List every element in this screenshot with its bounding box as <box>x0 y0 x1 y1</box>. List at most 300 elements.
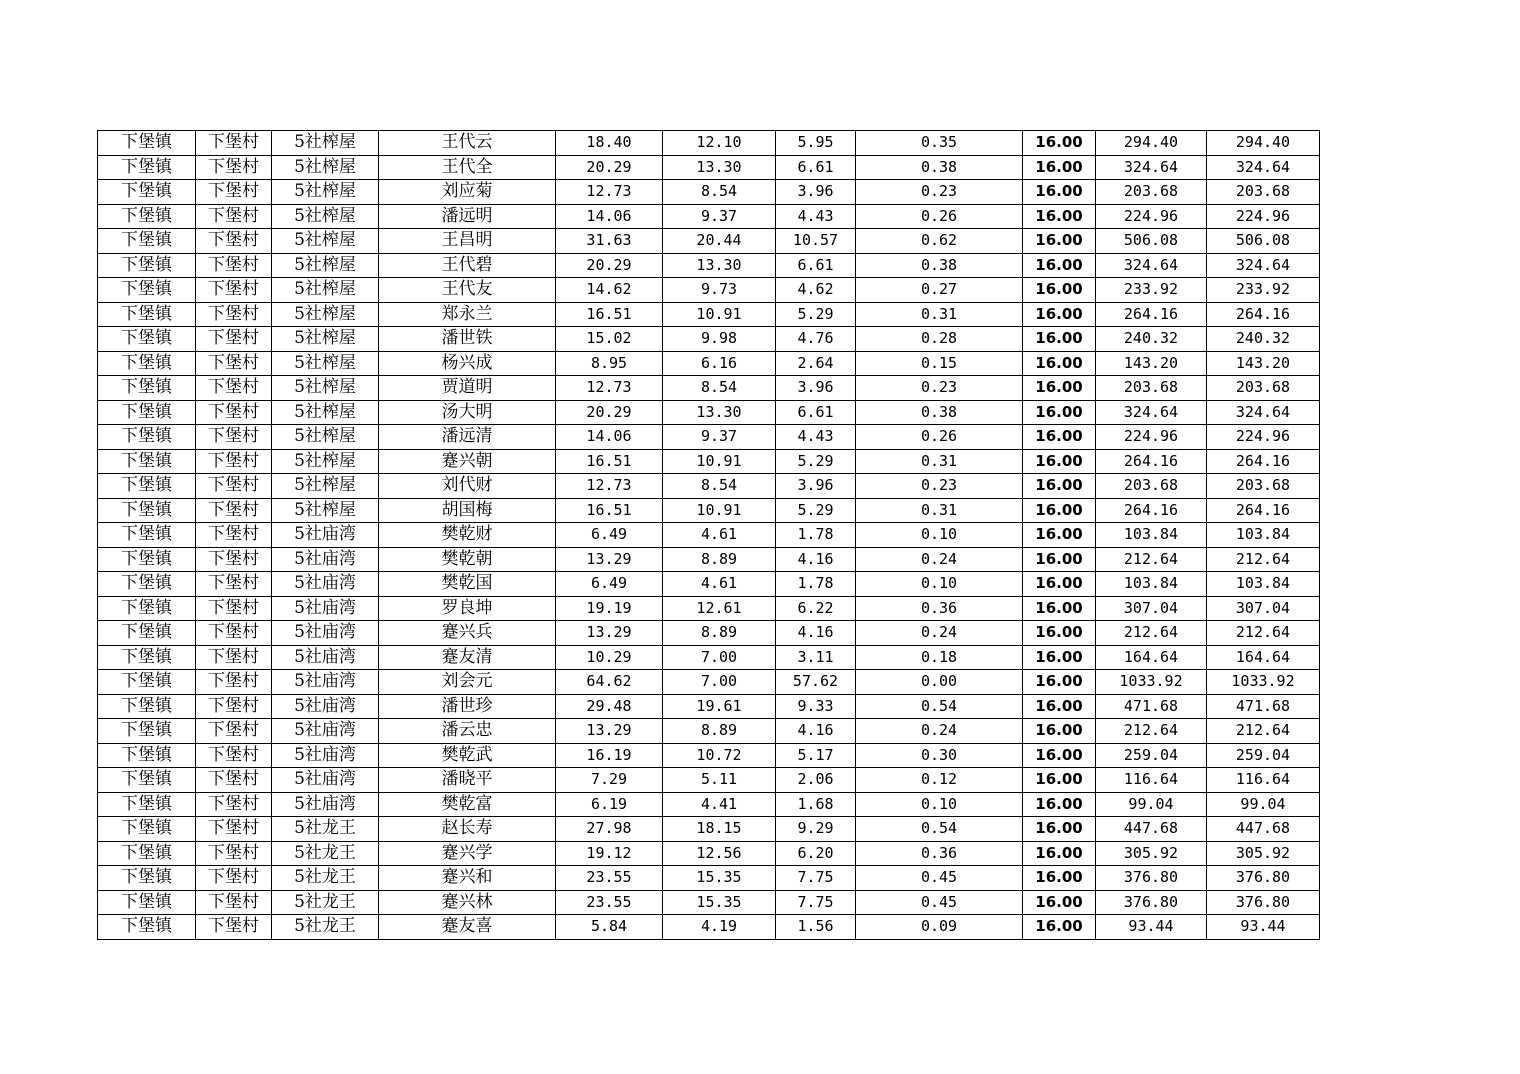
total-cell: 212.64 <box>1207 621 1320 646</box>
amount-cell: 324.64 <box>1096 253 1207 278</box>
name-cell: 潘晓平 <box>379 768 556 793</box>
value-c-cell: 5.29 <box>776 449 856 474</box>
value-d-cell: 0.31 <box>856 302 1023 327</box>
total-cell: 93.44 <box>1207 915 1320 940</box>
table-row <box>98 229 1320 254</box>
value-b-cell: 9.37 <box>663 204 776 229</box>
value-d-cell: 0.18 <box>856 645 1023 670</box>
value-c-cell: 4.16 <box>776 547 856 572</box>
group-cell: 5社庙湾 <box>272 621 379 646</box>
value-a-cell: 12.73 <box>556 474 663 499</box>
rate-cell: 16.00 <box>1023 694 1096 719</box>
amount-cell: 224.96 <box>1096 204 1207 229</box>
value-c-cell: 7.75 <box>776 866 856 891</box>
group-cell: 5社榨屋 <box>272 180 379 205</box>
rate-cell: 16.00 <box>1023 474 1096 499</box>
name-cell: 刘应菊 <box>379 180 556 205</box>
value-d-cell: 0.54 <box>856 694 1023 719</box>
value-d-cell: 0.10 <box>856 572 1023 597</box>
group-cell: 5社榨屋 <box>272 327 379 352</box>
group-cell: 5社庙湾 <box>272 694 379 719</box>
value-d-cell: 0.00 <box>856 670 1023 695</box>
value-b-cell: 12.61 <box>663 596 776 621</box>
village-cell: 下堡村 <box>196 400 272 425</box>
value-d-cell: 0.30 <box>856 743 1023 768</box>
amount-cell: 164.64 <box>1096 645 1207 670</box>
village-cell: 下堡村 <box>196 327 272 352</box>
amount-cell: 224.96 <box>1096 425 1207 450</box>
group-cell: 5社庙湾 <box>272 670 379 695</box>
town-cell: 下堡镇 <box>98 768 196 793</box>
value-a-cell: 14.06 <box>556 204 663 229</box>
table-row <box>98 400 1320 425</box>
town-cell: 下堡镇 <box>98 817 196 842</box>
town-cell: 下堡镇 <box>98 204 196 229</box>
value-d-cell: 0.35 <box>856 131 1023 156</box>
table-row <box>98 155 1320 180</box>
rate-cell: 16.00 <box>1023 229 1096 254</box>
value-b-cell: 10.91 <box>663 498 776 523</box>
village-cell: 下堡村 <box>196 253 272 278</box>
value-c-cell: 5.95 <box>776 131 856 156</box>
value-c-cell: 2.06 <box>776 768 856 793</box>
name-cell: 蹇兴林 <box>379 890 556 915</box>
value-d-cell: 0.31 <box>856 449 1023 474</box>
total-cell: 240.32 <box>1207 327 1320 352</box>
value-c-cell: 6.61 <box>776 400 856 425</box>
town-cell: 下堡镇 <box>98 498 196 523</box>
group-cell: 5社榨屋 <box>272 278 379 303</box>
amount-cell: 324.64 <box>1096 155 1207 180</box>
total-cell: 324.64 <box>1207 155 1320 180</box>
rate-cell: 16.00 <box>1023 621 1096 646</box>
total-cell: 212.64 <box>1207 547 1320 572</box>
group-cell: 5社榨屋 <box>272 155 379 180</box>
total-cell: 103.84 <box>1207 523 1320 548</box>
name-cell: 王代碧 <box>379 253 556 278</box>
amount-cell: 93.44 <box>1096 915 1207 940</box>
name-cell: 潘远清 <box>379 425 556 450</box>
value-c-cell: 2.64 <box>776 351 856 376</box>
total-cell: 143.20 <box>1207 351 1320 376</box>
rate-cell: 16.00 <box>1023 351 1096 376</box>
table-row <box>98 498 1320 523</box>
group-cell: 5社榨屋 <box>272 253 379 278</box>
total-cell: 305.92 <box>1207 841 1320 866</box>
value-a-cell: 23.55 <box>556 890 663 915</box>
name-cell: 樊乾武 <box>379 743 556 768</box>
table-row <box>98 743 1320 768</box>
group-cell: 5社榨屋 <box>272 351 379 376</box>
village-cell: 下堡村 <box>196 131 272 156</box>
value-b-cell: 10.91 <box>663 302 776 327</box>
rate-cell: 16.00 <box>1023 572 1096 597</box>
table-row <box>98 890 1320 915</box>
amount-cell: 103.84 <box>1096 523 1207 548</box>
value-b-cell: 8.89 <box>663 621 776 646</box>
value-a-cell: 16.19 <box>556 743 663 768</box>
village-cell: 下堡村 <box>196 278 272 303</box>
town-cell: 下堡镇 <box>98 180 196 205</box>
value-c-cell: 10.57 <box>776 229 856 254</box>
rate-cell: 16.00 <box>1023 253 1096 278</box>
amount-cell: 324.64 <box>1096 400 1207 425</box>
village-cell: 下堡村 <box>196 719 272 744</box>
value-a-cell: 16.51 <box>556 498 663 523</box>
amount-cell: 259.04 <box>1096 743 1207 768</box>
table-row <box>98 253 1320 278</box>
name-cell: 潘远明 <box>379 204 556 229</box>
name-cell: 蹇友喜 <box>379 915 556 940</box>
value-d-cell: 0.24 <box>856 547 1023 572</box>
village-cell: 下堡村 <box>196 425 272 450</box>
table-row <box>98 376 1320 401</box>
table-body <box>98 131 1320 940</box>
value-a-cell: 19.12 <box>556 841 663 866</box>
total-cell: 233.92 <box>1207 278 1320 303</box>
rate-cell: 16.00 <box>1023 523 1096 548</box>
town-cell: 下堡镇 <box>98 425 196 450</box>
group-cell: 5社龙王 <box>272 841 379 866</box>
rate-cell: 16.00 <box>1023 327 1096 352</box>
total-cell: 203.68 <box>1207 474 1320 499</box>
rate-cell: 16.00 <box>1023 449 1096 474</box>
name-cell: 王昌明 <box>379 229 556 254</box>
table-row <box>98 719 1320 744</box>
amount-cell: 240.32 <box>1096 327 1207 352</box>
table-row <box>98 596 1320 621</box>
group-cell: 5社庙湾 <box>272 743 379 768</box>
amount-cell: 1033.92 <box>1096 670 1207 695</box>
rate-cell: 16.00 <box>1023 817 1096 842</box>
total-cell: 294.40 <box>1207 131 1320 156</box>
value-b-cell: 9.37 <box>663 425 776 450</box>
value-d-cell: 0.36 <box>856 841 1023 866</box>
value-b-cell: 12.10 <box>663 131 776 156</box>
group-cell: 5社榨屋 <box>272 131 379 156</box>
amount-cell: 143.20 <box>1096 351 1207 376</box>
name-cell: 刘代财 <box>379 474 556 499</box>
village-cell: 下堡村 <box>196 645 272 670</box>
value-c-cell: 4.43 <box>776 204 856 229</box>
rate-cell: 16.00 <box>1023 768 1096 793</box>
value-b-cell: 13.30 <box>663 400 776 425</box>
amount-cell: 203.68 <box>1096 180 1207 205</box>
town-cell: 下堡镇 <box>98 547 196 572</box>
village-cell: 下堡村 <box>196 890 272 915</box>
total-cell: 224.96 <box>1207 204 1320 229</box>
value-d-cell: 0.38 <box>856 155 1023 180</box>
table-row <box>98 694 1320 719</box>
value-b-cell: 8.89 <box>663 547 776 572</box>
village-cell: 下堡村 <box>196 743 272 768</box>
value-a-cell: 20.29 <box>556 155 663 180</box>
value-a-cell: 5.84 <box>556 915 663 940</box>
value-d-cell: 0.54 <box>856 817 1023 842</box>
value-b-cell: 5.11 <box>663 768 776 793</box>
value-b-cell: 13.30 <box>663 253 776 278</box>
group-cell: 5社庙湾 <box>272 547 379 572</box>
total-cell: 307.04 <box>1207 596 1320 621</box>
value-b-cell: 4.19 <box>663 915 776 940</box>
group-cell: 5社庙湾 <box>272 596 379 621</box>
name-cell: 樊乾国 <box>379 572 556 597</box>
amount-cell: 307.04 <box>1096 596 1207 621</box>
village-cell: 下堡村 <box>196 841 272 866</box>
town-cell: 下堡镇 <box>98 596 196 621</box>
table-row <box>98 278 1320 303</box>
value-c-cell: 3.96 <box>776 376 856 401</box>
data-table <box>97 130 1320 940</box>
value-c-cell: 3.11 <box>776 645 856 670</box>
town-cell: 下堡镇 <box>98 670 196 695</box>
value-d-cell: 0.12 <box>856 768 1023 793</box>
group-cell: 5社庙湾 <box>272 792 379 817</box>
group-cell: 5社龙王 <box>272 866 379 891</box>
value-d-cell: 0.31 <box>856 498 1023 523</box>
value-d-cell: 0.24 <box>856 719 1023 744</box>
rate-cell: 16.00 <box>1023 180 1096 205</box>
value-b-cell: 8.89 <box>663 719 776 744</box>
table-row <box>98 351 1320 376</box>
name-cell: 潘云忠 <box>379 719 556 744</box>
village-cell: 下堡村 <box>196 229 272 254</box>
rate-cell: 16.00 <box>1023 841 1096 866</box>
amount-cell: 212.64 <box>1096 547 1207 572</box>
rate-cell: 16.00 <box>1023 792 1096 817</box>
amount-cell: 376.80 <box>1096 866 1207 891</box>
value-b-cell: 4.61 <box>663 572 776 597</box>
value-c-cell: 9.33 <box>776 694 856 719</box>
rate-cell: 16.00 <box>1023 915 1096 940</box>
table-row <box>98 547 1320 572</box>
total-cell: 116.64 <box>1207 768 1320 793</box>
value-a-cell: 18.40 <box>556 131 663 156</box>
group-cell: 5社庙湾 <box>272 523 379 548</box>
value-c-cell: 1.68 <box>776 792 856 817</box>
total-cell: 506.08 <box>1207 229 1320 254</box>
value-a-cell: 10.29 <box>556 645 663 670</box>
town-cell: 下堡镇 <box>98 915 196 940</box>
total-cell: 376.80 <box>1207 866 1320 891</box>
town-cell: 下堡镇 <box>98 327 196 352</box>
village-cell: 下堡村 <box>196 523 272 548</box>
village-cell: 下堡村 <box>196 180 272 205</box>
amount-cell: 233.92 <box>1096 278 1207 303</box>
village-cell: 下堡村 <box>196 498 272 523</box>
town-cell: 下堡镇 <box>98 376 196 401</box>
amount-cell: 447.68 <box>1096 817 1207 842</box>
group-cell: 5社龙王 <box>272 890 379 915</box>
rate-cell: 16.00 <box>1023 204 1096 229</box>
total-cell: 264.16 <box>1207 302 1320 327</box>
table-row <box>98 474 1320 499</box>
value-b-cell: 12.56 <box>663 841 776 866</box>
town-cell: 下堡镇 <box>98 253 196 278</box>
group-cell: 5社庙湾 <box>272 645 379 670</box>
value-d-cell: 0.09 <box>856 915 1023 940</box>
town-cell: 下堡镇 <box>98 474 196 499</box>
total-cell: 264.16 <box>1207 449 1320 474</box>
value-c-cell: 4.43 <box>776 425 856 450</box>
value-c-cell: 4.16 <box>776 719 856 744</box>
total-cell: 212.64 <box>1207 719 1320 744</box>
amount-cell: 203.68 <box>1096 474 1207 499</box>
value-c-cell: 4.76 <box>776 327 856 352</box>
value-d-cell: 0.23 <box>856 180 1023 205</box>
village-cell: 下堡村 <box>196 694 272 719</box>
town-cell: 下堡镇 <box>98 131 196 156</box>
total-cell: 324.64 <box>1207 253 1320 278</box>
table-row <box>98 866 1320 891</box>
amount-cell: 376.80 <box>1096 890 1207 915</box>
town-cell: 下堡镇 <box>98 572 196 597</box>
name-cell: 郑永兰 <box>379 302 556 327</box>
total-cell: 99.04 <box>1207 792 1320 817</box>
value-d-cell: 0.27 <box>856 278 1023 303</box>
total-cell: 164.64 <box>1207 645 1320 670</box>
value-c-cell: 6.61 <box>776 253 856 278</box>
value-d-cell: 0.10 <box>856 523 1023 548</box>
table-row <box>98 817 1320 842</box>
town-cell: 下堡镇 <box>98 400 196 425</box>
value-b-cell: 8.54 <box>663 376 776 401</box>
group-cell: 5社龙王 <box>272 915 379 940</box>
value-d-cell: 0.38 <box>856 253 1023 278</box>
name-cell: 赵长寿 <box>379 817 556 842</box>
value-c-cell: 6.22 <box>776 596 856 621</box>
name-cell: 罗良坤 <box>379 596 556 621</box>
village-cell: 下堡村 <box>196 204 272 229</box>
group-cell: 5社龙王 <box>272 817 379 842</box>
value-a-cell: 15.02 <box>556 327 663 352</box>
amount-cell: 471.68 <box>1096 694 1207 719</box>
town-cell: 下堡镇 <box>98 743 196 768</box>
value-a-cell: 31.63 <box>556 229 663 254</box>
group-cell: 5社榨屋 <box>272 474 379 499</box>
value-a-cell: 14.62 <box>556 278 663 303</box>
value-a-cell: 29.48 <box>556 694 663 719</box>
value-a-cell: 16.51 <box>556 302 663 327</box>
name-cell: 蹇兴学 <box>379 841 556 866</box>
amount-cell: 264.16 <box>1096 449 1207 474</box>
table-row <box>98 915 1320 940</box>
value-a-cell: 13.29 <box>556 621 663 646</box>
table-row <box>98 621 1320 646</box>
group-cell: 5社榨屋 <box>272 376 379 401</box>
value-c-cell: 7.75 <box>776 890 856 915</box>
value-b-cell: 20.44 <box>663 229 776 254</box>
value-c-cell: 1.56 <box>776 915 856 940</box>
total-cell: 447.68 <box>1207 817 1320 842</box>
value-b-cell: 10.91 <box>663 449 776 474</box>
value-d-cell: 0.62 <box>856 229 1023 254</box>
value-c-cell: 1.78 <box>776 523 856 548</box>
value-d-cell: 0.10 <box>856 792 1023 817</box>
village-cell: 下堡村 <box>196 596 272 621</box>
table-row <box>98 327 1320 352</box>
value-d-cell: 0.23 <box>856 474 1023 499</box>
town-cell: 下堡镇 <box>98 792 196 817</box>
table-row <box>98 768 1320 793</box>
value-d-cell: 0.24 <box>856 621 1023 646</box>
value-b-cell: 8.54 <box>663 180 776 205</box>
table-row <box>98 180 1320 205</box>
amount-cell: 203.68 <box>1096 376 1207 401</box>
value-d-cell: 0.26 <box>856 425 1023 450</box>
value-c-cell: 3.96 <box>776 180 856 205</box>
name-cell: 贾道明 <box>379 376 556 401</box>
value-c-cell: 6.61 <box>776 155 856 180</box>
group-cell: 5社榨屋 <box>272 229 379 254</box>
town-cell: 下堡镇 <box>98 449 196 474</box>
value-b-cell: 13.30 <box>663 155 776 180</box>
village-cell: 下堡村 <box>196 670 272 695</box>
value-b-cell: 15.35 <box>663 866 776 891</box>
amount-cell: 264.16 <box>1096 302 1207 327</box>
amount-cell: 506.08 <box>1096 229 1207 254</box>
total-cell: 264.16 <box>1207 498 1320 523</box>
value-d-cell: 0.45 <box>856 890 1023 915</box>
name-cell: 樊乾富 <box>379 792 556 817</box>
rate-cell: 16.00 <box>1023 400 1096 425</box>
rate-cell: 16.00 <box>1023 890 1096 915</box>
name-cell: 胡国梅 <box>379 498 556 523</box>
value-b-cell: 4.41 <box>663 792 776 817</box>
village-cell: 下堡村 <box>196 768 272 793</box>
amount-cell: 212.64 <box>1096 621 1207 646</box>
amount-cell: 116.64 <box>1096 768 1207 793</box>
value-d-cell: 0.26 <box>856 204 1023 229</box>
town-cell: 下堡镇 <box>98 302 196 327</box>
value-b-cell: 19.61 <box>663 694 776 719</box>
village-cell: 下堡村 <box>196 351 272 376</box>
village-cell: 下堡村 <box>196 376 272 401</box>
value-a-cell: 6.49 <box>556 523 663 548</box>
value-a-cell: 16.51 <box>556 449 663 474</box>
village-cell: 下堡村 <box>196 572 272 597</box>
value-c-cell: 4.16 <box>776 621 856 646</box>
name-cell: 王代云 <box>379 131 556 156</box>
group-cell: 5社榨屋 <box>272 302 379 327</box>
table-row <box>98 204 1320 229</box>
village-cell: 下堡村 <box>196 155 272 180</box>
amount-cell: 212.64 <box>1096 719 1207 744</box>
rate-cell: 16.00 <box>1023 155 1096 180</box>
group-cell: 5社庙湾 <box>272 768 379 793</box>
value-c-cell: 3.96 <box>776 474 856 499</box>
name-cell: 王代友 <box>379 278 556 303</box>
town-cell: 下堡镇 <box>98 694 196 719</box>
table-row <box>98 131 1320 156</box>
total-cell: 224.96 <box>1207 425 1320 450</box>
value-c-cell: 57.62 <box>776 670 856 695</box>
value-a-cell: 7.29 <box>556 768 663 793</box>
value-c-cell: 5.17 <box>776 743 856 768</box>
value-a-cell: 64.62 <box>556 670 663 695</box>
group-cell: 5社榨屋 <box>272 498 379 523</box>
rate-cell: 16.00 <box>1023 596 1096 621</box>
amount-cell: 264.16 <box>1096 498 1207 523</box>
town-cell: 下堡镇 <box>98 523 196 548</box>
total-cell: 1033.92 <box>1207 670 1320 695</box>
value-b-cell: 6.16 <box>663 351 776 376</box>
value-a-cell: 20.29 <box>556 400 663 425</box>
town-cell: 下堡镇 <box>98 841 196 866</box>
total-cell: 203.68 <box>1207 376 1320 401</box>
rate-cell: 16.00 <box>1023 302 1096 327</box>
name-cell: 蹇兴和 <box>379 866 556 891</box>
